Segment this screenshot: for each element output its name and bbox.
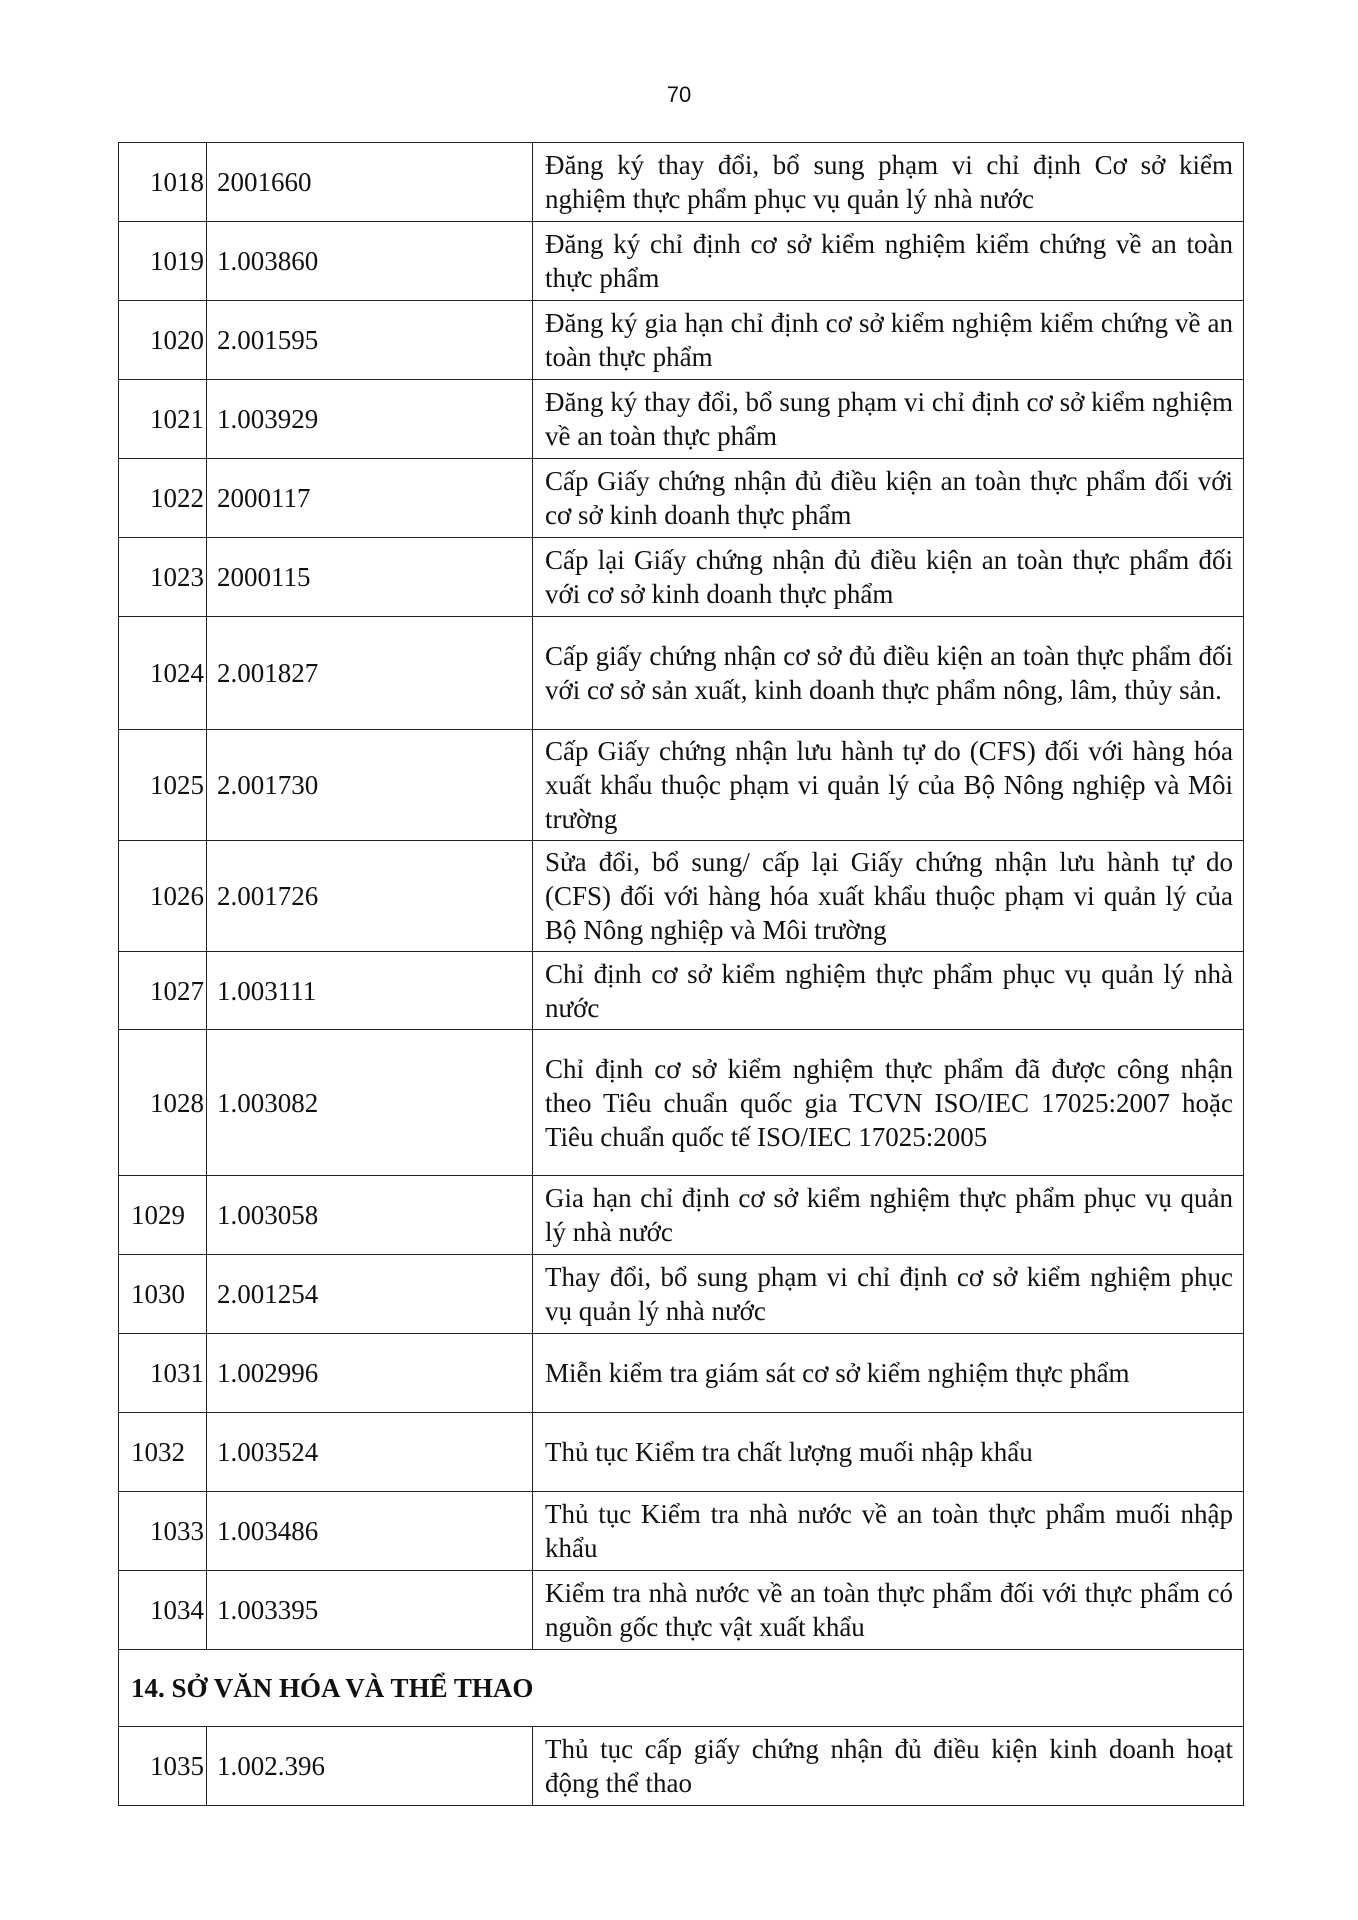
row-number: 1033 [119,1492,207,1571]
procedure-code: 1.003929 [207,380,533,459]
section-title: 14. SỞ VĂN HÓA VÀ THỂ THAO [119,1650,1244,1727]
procedure-code: 2000115 [207,538,533,617]
table-row [119,222,1244,301]
procedure-name: Kiểm tra nhà nước về an toàn thực phẩm đối với thực phẩm có nguồn gốc thực vật xuất khẩu [533,1571,1244,1650]
row-number: 1029 [119,1176,207,1255]
procedure-code: 2001660 [207,143,533,222]
table-row [119,730,1244,841]
procedure-code: 2.001595 [207,301,533,380]
table-row [119,380,1244,459]
procedure-code: 1.003111 [207,952,533,1030]
table-row [119,1492,1244,1571]
procedure-code: 2.001726 [207,841,533,952]
procedure-name: Đăng ký thay đổi, bổ sung phạm vi chỉ định Cơ sở kiểm nghiệm thực phẩm phục vụ quản lý nhà nước [533,143,1244,222]
row-number: 1034 [119,1571,207,1650]
procedure-code: 2000117 [207,459,533,538]
row-number: 1030 [119,1255,207,1334]
procedure-name: Chỉ định cơ sở kiểm nghiệm thực phẩm phục vụ quản lý nhà nước [533,952,1244,1030]
procedure-code: 1.003524 [207,1413,533,1492]
procedure-code: 2.001827 [207,617,533,730]
row-number: 1022 [119,459,207,538]
table-row [119,1255,1244,1334]
row-number: 1028 [119,1030,207,1176]
row-number: 1027 [119,952,207,1030]
procedure-name: Sửa đổi, bổ sung/ cấp lại Giấy chứng nhận lưu hành tự do (CFS) đối với hàng hóa xuất khẩu thuộc phạm vi quản lý của Bộ Nông nghiệp và Môi trường [533,841,1244,952]
procedure-name: Thủ tục cấp giấy chứng nhận đủ điều kiện kinh doanh hoạt động thể thao [533,1727,1244,1806]
procedure-name: Đăng ký gia hạn chỉ định cơ sở kiểm nghiệm kiểm chứng về an toàn thực phẩm [533,301,1244,380]
table-row [119,1571,1244,1650]
procedure-name: Cấp lại Giấy chứng nhận đủ điều kiện an toàn thực phẩm đối với cơ sở kinh doanh thực phẩm [533,538,1244,617]
procedure-code: 1.002996 [207,1334,533,1413]
procedure-name: Thủ tục Kiểm tra chất lượng muối nhập khẩu [533,1413,1244,1492]
section-header-row [119,1650,1244,1727]
row-number: 1024 [119,617,207,730]
procedure-code: 2.001254 [207,1255,533,1334]
procedure-name: Chỉ định cơ sở kiểm nghiệm thực phẩm đã được công nhận theo Tiêu chuẩn quốc gia TCVN ISO/IEC 17025:2007 hoặc Tiêu chuẩn quốc tế ISO/IEC 17025:2005 [533,1030,1244,1176]
table-row [119,841,1244,952]
procedure-name: Cấp Giấy chứng nhận lưu hành tự do (CFS) đối với hàng hóa xuất khẩu thuộc phạm vi quản lý của Bộ Nông nghiệp và Môi trường [533,730,1244,841]
procedure-name: Đăng ký chỉ định cơ sở kiểm nghiệm kiểm chứng về an toàn thực phẩm [533,222,1244,301]
row-number: 1025 [119,730,207,841]
table-row [119,1413,1244,1492]
procedures-table [118,142,1244,1806]
procedure-name: Đăng ký thay đổi, bổ sung phạm vi chỉ định cơ sở kiểm nghiệm về an toàn thực phẩm [533,380,1244,459]
procedure-name: Cấp giấy chứng nhận cơ sở đủ điều kiện an toàn thực phẩm đối với cơ sở sản xuất, kinh doanh thực phẩm nông, lâm, thủy sản. [533,617,1244,730]
row-number: 1020 [119,301,207,380]
row-number: 1021 [119,380,207,459]
table-row [119,459,1244,538]
table-row [119,1176,1244,1255]
table-row [119,952,1244,1030]
procedure-name: Miễn kiểm tra giám sát cơ sở kiểm nghiệm thực phẩm [533,1334,1244,1413]
row-number: 1026 [119,841,207,952]
table-row [119,1334,1244,1413]
table-row [119,301,1244,380]
procedure-code: 1.003082 [207,1030,533,1176]
procedure-name: Gia hạn chỉ định cơ sở kiểm nghiệm thực phẩm phục vụ quản lý nhà nước [533,1176,1244,1255]
procedure-code: 1.003486 [207,1492,533,1571]
table-row [119,617,1244,730]
procedure-name: Thay đổi, bổ sung phạm vi chỉ định cơ sở kiểm nghiệm phục vụ quản lý nhà nước [533,1255,1244,1334]
row-number: 1023 [119,538,207,617]
procedure-name: Cấp Giấy chứng nhận đủ điều kiện an toàn thực phẩm đối với cơ sở kinh doanh thực phẩm [533,459,1244,538]
procedure-name: Thủ tục Kiểm tra nhà nước về an toàn thực phẩm muối nhập khẩu [533,1492,1244,1571]
procedure-code: 1.003058 [207,1176,533,1255]
table-row [119,1727,1244,1806]
procedure-code: 1.002.396 [207,1727,533,1806]
page-number: 70 [666,82,692,107]
row-number: 1032 [119,1413,207,1492]
row-number: 1035 [119,1727,207,1806]
row-number: 1031 [119,1334,207,1413]
table-row [119,143,1244,222]
procedure-code: 1.003395 [207,1571,533,1650]
table-row [119,1030,1244,1176]
procedure-code: 1.003860 [207,222,533,301]
row-number: 1019 [119,222,207,301]
row-number: 1018 [119,143,207,222]
procedure-code: 2.001730 [207,730,533,841]
table-row [119,538,1244,617]
